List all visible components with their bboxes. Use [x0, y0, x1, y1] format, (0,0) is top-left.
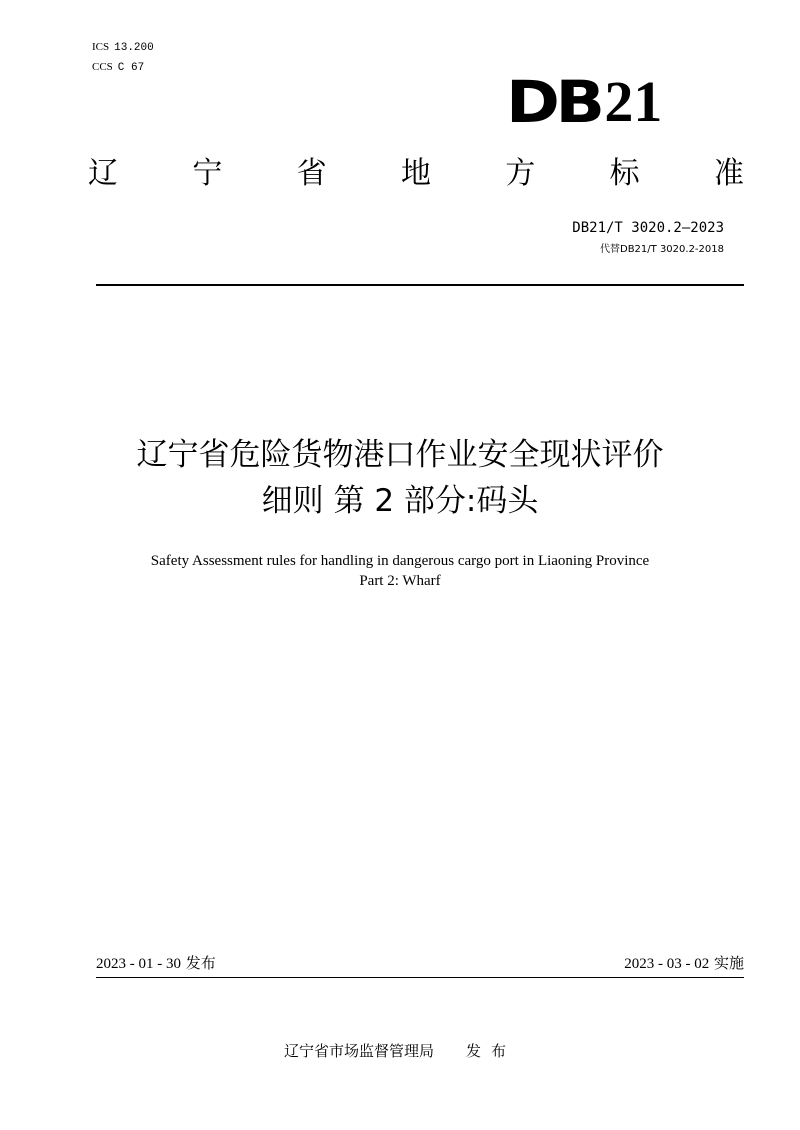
ics-value: 13.200: [114, 42, 154, 54]
standard-type-char: 宁: [192, 156, 223, 191]
ics-label: ICS: [92, 41, 110, 53]
ics-line: [92, 38, 154, 58]
ccs-label: CCS: [92, 61, 113, 73]
release-date-block: [96, 952, 216, 975]
standard-type-char: 地: [400, 156, 431, 191]
implement-label: 实施: [713, 954, 744, 972]
standard-type-char: 准: [713, 156, 744, 191]
standard-type-heading: [88, 152, 744, 196]
standard-number: DB21/T 3020.2—2023: [572, 220, 724, 236]
standard-type-char: 省: [296, 156, 327, 191]
implement-date-block: [624, 952, 744, 975]
ccs-line: [92, 58, 154, 78]
ccs-value: C 67: [117, 62, 145, 74]
standard-type-char: 辽: [88, 156, 118, 191]
title-chinese-line1: 辽宁省危险货物港口作业安全现状评价: [136, 437, 664, 473]
standard-type-char: 标: [609, 156, 640, 191]
standard-type-char: 方: [505, 156, 536, 191]
publisher-name: 辽宁省市场监督管理局: [283, 1042, 434, 1060]
standard-number-block: [572, 218, 724, 258]
dates-row: [96, 952, 744, 975]
publisher-line: [0, 1040, 800, 1062]
classification-codes: [92, 38, 154, 78]
title-chinese: [60, 432, 740, 524]
title-english: [60, 551, 740, 591]
logo-number: 21: [604, 69, 663, 134]
release-label: 发布: [185, 954, 216, 972]
db-logo: [506, 68, 663, 136]
title-chinese-line2: 细则 第 2 部分:码头: [261, 483, 539, 519]
implement-date: 2023 - 03 - 02: [624, 956, 710, 972]
footer-divider: [96, 977, 744, 978]
title-english-line2: Part 2: Wharf: [359, 573, 441, 589]
release-date: 2023 - 01 - 30: [96, 956, 181, 972]
replaces-note: 代替DB21/T 3020.2-2018: [600, 244, 724, 255]
title-english-line1: Safety Assessment rules for handling in dangerous cargo port in Liaoning Province: [150, 553, 650, 569]
header-divider: [96, 284, 744, 286]
logo-letters: DB: [506, 68, 601, 136]
publisher-action: 发布: [466, 1042, 517, 1060]
